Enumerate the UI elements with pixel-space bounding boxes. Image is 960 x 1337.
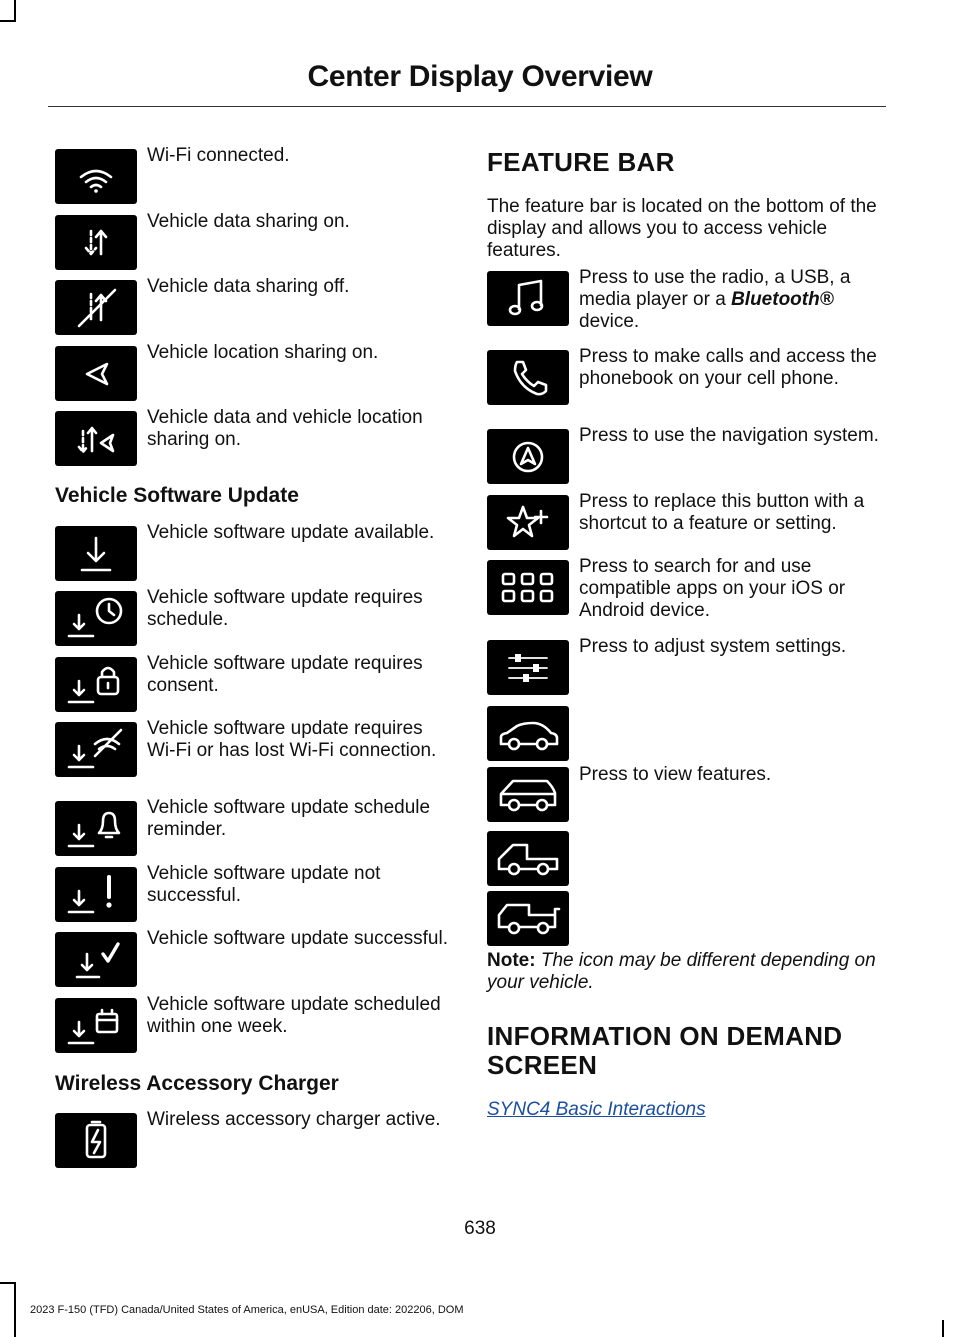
section-heading: Vehicle Software Update (55, 484, 299, 507)
download-alert-icon (55, 867, 137, 922)
icon-description: Vehicle data and vehicle location sharing on. (147, 407, 423, 450)
icon-description: Wi-Fi connected. (147, 145, 290, 166)
page-title: Center Display Overview (307, 60, 653, 93)
icon-description: Vehicle data sharing on. (147, 211, 350, 232)
crop-mark (0, 20, 16, 22)
apps-grid-icon (487, 560, 569, 615)
truck-pickup-icon (487, 831, 569, 886)
download-clock-icon (55, 591, 137, 646)
intro-paragraph: The feature bar is located on the bottom of the display and allows you to access vehicle features. (487, 196, 877, 261)
icon-description: Press to make calls and access the phonebook on your cell phone. (579, 346, 877, 389)
section-heading: Wireless Accessory Charger (55, 1072, 339, 1095)
data-sharing-off-icon (55, 280, 137, 335)
footer: 2023 F-150 (TFD) Canada/United States of America, enUSA, Edition date: 202206, DOM (30, 1304, 464, 1316)
icon-description: Vehicle software update requires Wi-Fi or has lost Wi-Fi connection. (147, 718, 437, 761)
page-number: 638 (464, 1218, 496, 1239)
icon-description: Vehicle software update schedule reminder. (147, 797, 431, 840)
icon-description: Press to use the navigation system. (579, 425, 879, 446)
sync4-link[interactable]: SYNC4 Basic Interactions (487, 1099, 706, 1120)
icon-description: Wireless accessory charger active. (147, 1109, 441, 1130)
icon-description: Vehicle software update requires consent. (147, 653, 423, 696)
icon-description: Vehicle data sharing off. (147, 276, 350, 297)
icon-description: Vehicle software update scheduled within one week. (147, 994, 441, 1037)
star-plus-icon (487, 495, 569, 550)
car-sedan-icon (487, 706, 569, 761)
icon-description: Press to replace this button with a shortcut to a feature or setting. (579, 491, 865, 534)
section-heading: INFORMATION ON DEMAND (487, 1021, 843, 1051)
icon-description: Vehicle software update requires schedule. (147, 587, 423, 630)
icon-description: Vehicle software update not successful. (147, 863, 381, 906)
icon-description: Vehicle software update successful. (147, 928, 449, 949)
download-bell-icon (55, 801, 137, 856)
download-icon (55, 526, 137, 581)
icon-description: Vehicle location sharing on. (147, 342, 379, 363)
crop-mark (14, 0, 16, 22)
icon-description: Press to search for and use compatible apps on your iOS or Android device. (579, 556, 846, 621)
note: Note: The icon may be different depending on your vehicle. (487, 950, 876, 993)
truck-offroad-icon (487, 891, 569, 946)
battery-charging-icon (55, 1113, 137, 1168)
section-heading: SCREEN (487, 1050, 598, 1080)
music-note-icon (487, 271, 569, 326)
download-lock-icon (55, 657, 137, 712)
wifi-icon (55, 149, 137, 204)
icon-description: Vehicle software update available. (147, 522, 435, 543)
crop-mark (14, 1282, 16, 1337)
download-check-icon (55, 932, 137, 987)
icon-description: Press to use the radio, a USB, a media player or a Bluetooth® device. (579, 267, 851, 332)
data-location-sharing-icon (55, 411, 137, 466)
download-wifi-off-icon (55, 722, 137, 777)
section-heading: FEATURE BAR (487, 147, 675, 177)
data-sharing-on-icon (55, 215, 137, 270)
download-calendar-icon (55, 998, 137, 1053)
location-sharing-icon (55, 346, 137, 401)
car-suv-icon (487, 767, 569, 822)
crop-mark (0, 1282, 16, 1284)
phone-icon (487, 350, 569, 405)
settings-sliders-icon (487, 640, 569, 695)
header-divider (48, 106, 886, 107)
navigation-icon (487, 429, 569, 484)
crop-mark (942, 1320, 944, 1337)
icon-description: Press to adjust system settings. (579, 636, 847, 657)
icon-description: Press to view features. (579, 764, 772, 785)
